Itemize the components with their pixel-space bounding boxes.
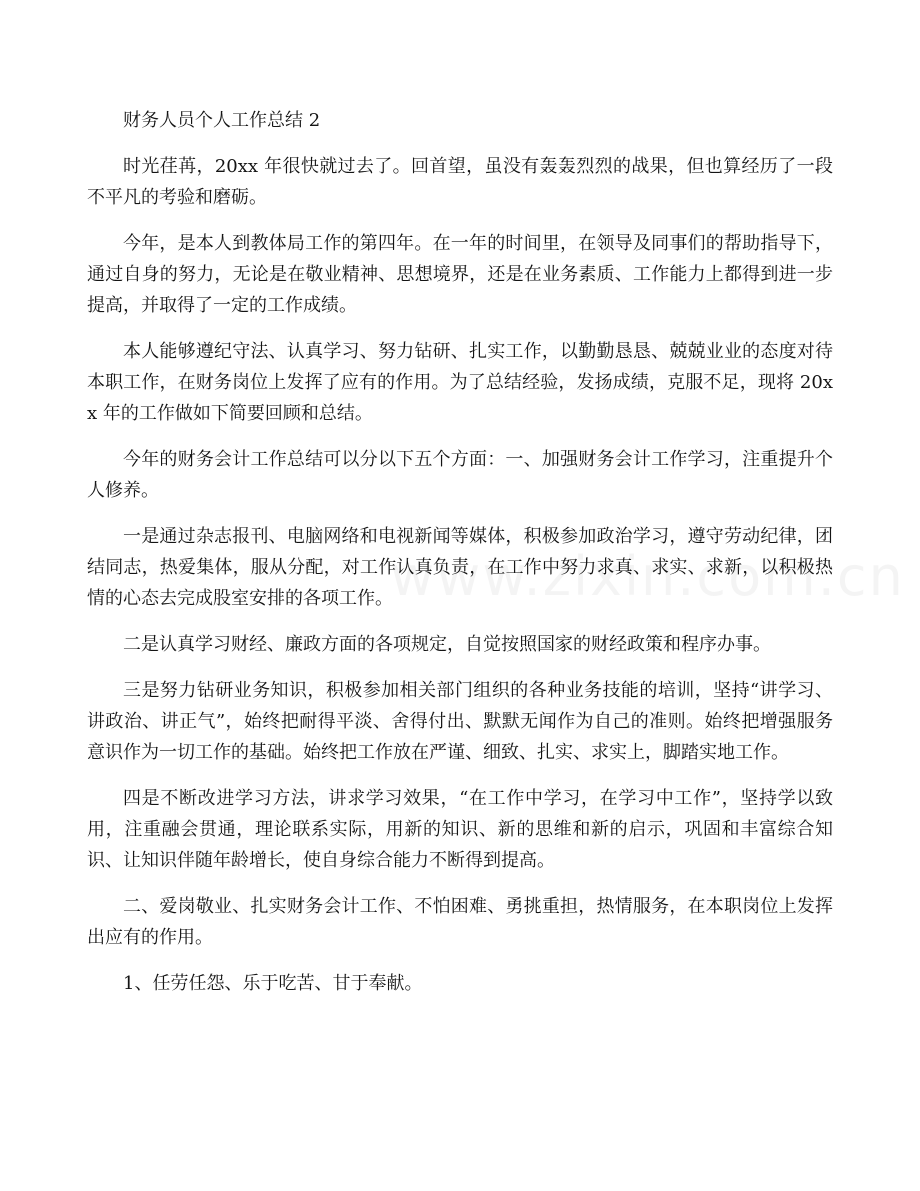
paragraph: 今年的财务会计工作总结可以分以下五个方面：一、加强财务会计工作学习，注重提升个人修养。 (87, 449, 833, 501)
paragraph: 1、任劳任怨、乐于吃苦、甘于奉献。 (123, 973, 423, 994)
paragraph: 一是通过杂志报刊、电脑网络和电视新闻等媒体，积极参加政治学习，遵守劳动纪律，团结同志，热爱集体，服从分配，对工作认真负责，在工作中努力求真、求实、求新，以积极热情的心态去完成股室安排的各项工作。 (87, 526, 833, 609)
paragraph: 三是努力钻研业务知识，积极参加相关部门组织的各种业务技能的培训，坚持“讲学习、讲政治、讲正气”，始终把耐得平淡、舍得付出、默默无闻作为自己的准则。始终把增强服务意识作为一切工作的基础。始终把工作放在严谨、细致、扎实、求实上，脚踏实地工作。 (87, 680, 833, 763)
paragraph: 二是认真学习财经、廉政方面的各项规定，自觉按照国家的财经政策和程序办事。 (123, 634, 771, 655)
paragraph: 今年，是本人到教体局工作的第四年。在一年的时间里，在领导及同事们的帮助指导下，通过自身的努力，无论是在敬业精神、思想境界，还是在业务素质、工作能力上都得到进一步提高，并取得了一定的工作成绩。 (87, 233, 833, 316)
document-body (87, 105, 833, 1014)
paragraph: 二、爱岗敬业、扎实财务会计工作、不怕困难、勇挑重担，热情服务，在本职岗位上发挥出应有的作用。 (87, 896, 833, 948)
paragraph: 本人能够遵纪守法、认真学习、努力钻研、扎实工作，以勤勤恳恳、兢兢业业的态度对待本职工作，在财务岗位上发挥了应有的作用。为了总结经验，发扬成绩，克服不足，现将 20xx 年的工作做如下简要回顾和总结。 (87, 341, 833, 424)
paragraph: 时光荏苒，20xx 年很快就过去了。回首望，虽没有轰轰烈烈的战果，但也算经历了一段不平凡的考验和磨砺。 (87, 156, 833, 208)
document-title: 财务人员个人工作总结 2 (123, 110, 321, 131)
paragraph: 四是不断改进学习方法，讲求学习效果，“在工作中学习，在学习中工作”，坚持学以致用，注重融会贯通，理论联系实际，用新的知识、新的思维和新的启示，巩固和丰富综合知识、让知识伴随年龄增长，使自身综合能力不断得到提高。 (87, 788, 833, 871)
